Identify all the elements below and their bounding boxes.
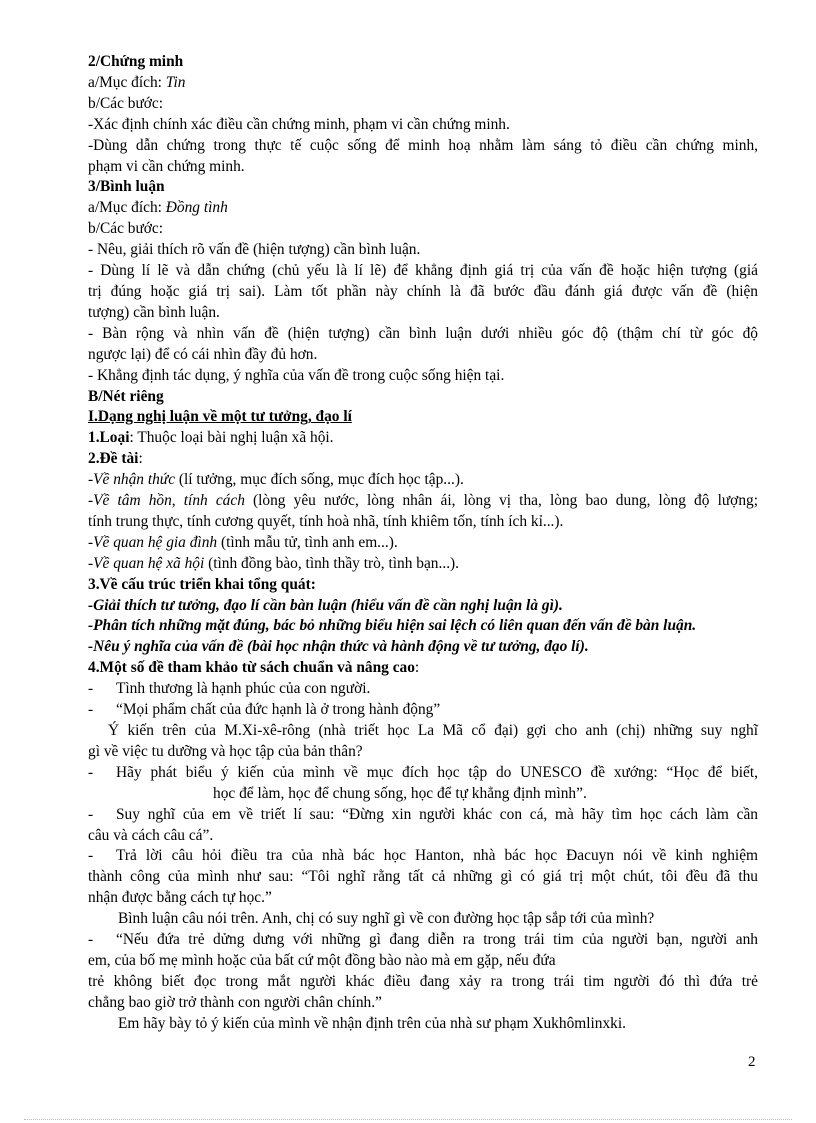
reference-followup: Ý kiến trên của M.Xi-xê-rông (nhà triết học La Mã cổ đại) gợi cho anh (chị) những suy nghĩ bbox=[108, 722, 758, 739]
step-text: tượng) cần bình luận. bbox=[88, 303, 220, 321]
reference-item: - Hãy phát biểu ý kiến của mình về mục đích học tập do UNESCO đề xướng: “Học để biết, bbox=[88, 763, 758, 781]
steps-label: b/Các bước: bbox=[88, 94, 164, 112]
reference-heading: 4.Một số đề tham khảo từ sách chuẩn và nâng cao: bbox=[88, 659, 420, 677]
section-heading-chung-minh: 2/Chứng minh bbox=[88, 53, 184, 70]
reference-followup: Em hãy bày tỏ ý kiến của mình về nhận định trên của nhà sư phạm Xukhômlinxki. bbox=[118, 1014, 627, 1032]
step-text: - Dùng lí lẽ và dẫn chứng (chủ yếu là lí lẽ) để khẳng định giá trị của vấn đề hoặc hiện tượng (giá bbox=[88, 262, 758, 280]
step-text: phạm vi cần chứng minh. bbox=[88, 157, 245, 175]
reference-item-cont: em, của bố mẹ mình hoặc của bất cứ một đồng bào nào mà em gặp, nếu đứa bbox=[88, 951, 556, 969]
step-text: - Bàn rộng và nhìn vấn đề (hiện tượng) cần bình luận dưới nhiều góc độ (thậm chí từ góc độ bbox=[88, 324, 758, 342]
reference-item: - Suy nghĩ của em về triết lí sau: “Đừng xin người khác con cá, mà hãy tìm học cách làm cần bbox=[88, 805, 758, 823]
section-heading-net-rieng: B/Nét riêng bbox=[88, 387, 164, 405]
reference-item-cont: thành công của mình như sau: “Tôi nghĩ rằng tất cả những gì có giá trị một chút, tôi đều đã thu bbox=[88, 868, 758, 886]
subsection-title: I.Dạng nghị luận về một tư tưởng, đạo lí bbox=[88, 408, 352, 426]
topic-item: -Về nhận thức (lí tưởng, mục đích sống, mục đích học tập...). bbox=[88, 471, 464, 489]
topic-item: -Về quan hệ xã hội (tình đồng bào, tình thầy trò, tình bạn...). bbox=[88, 554, 460, 572]
structure-item: -Phân tích những mặt đúng, bác bỏ những biểu hiện sai lệch có liên quan đến vấn đề bàn luận. bbox=[88, 617, 697, 635]
reference-item-cont: trẻ không biết đọc trong mắt người khác điều đang xảy ra trong trái tim người đó thì đứa trẻ bbox=[88, 972, 758, 990]
page-number: 2 bbox=[748, 1054, 756, 1070]
step-text: -Dùng dẫn chứng trong thực tế cuộc sống để minh hoạ nhằm làm sáng tỏ điều cần chứng minh, bbox=[88, 136, 758, 154]
reference-item: - Trả lời câu hỏi điều tra của nhà bác học Hanton, nhà bác học Đacuyn nói về kinh nghiệm bbox=[88, 847, 758, 865]
structure-item: -Giải thích tư tưởng, đạo lí cần bàn luận (hiểu vấn đề cần nghị luận là gì). bbox=[88, 596, 563, 614]
document-page bbox=[88, 52, 758, 1035]
step-text: - Khẳng định tác dụng, ý nghĩa của vấn đề trong cuộc sống hiện tại. bbox=[88, 366, 505, 384]
step-text: -Xác định chính xác điều cần chứng minh, phạm vi cần chứng minh. bbox=[88, 115, 510, 133]
step-text: trị đúng hoặc giá trị sai). Làm tốt phần này chính là đã bước đầu đánh giá được vấn đề (hiện bbox=[88, 282, 758, 300]
step-text: - Nêu, giải thích rõ vấn đề (hiện tượng) cần bình luận. bbox=[88, 241, 421, 259]
reference-item: - Tình thương là hạnh phúc của con người. bbox=[88, 680, 371, 698]
reference-item-cont: chẳng bao giờ trở thành con người chân chính.” bbox=[88, 993, 382, 1011]
topic-heading: 2.Đề tài: bbox=[88, 450, 143, 468]
reference-item-cont: nhận được bằng cách tự học.” bbox=[88, 889, 272, 907]
type-line: 1.Loại: Thuộc loại bài nghị luận xã hội. bbox=[88, 429, 334, 447]
structure-heading: 3.Về cấu trúc triển khai tổng quát: bbox=[88, 575, 316, 593]
page-bottom-divider bbox=[24, 1119, 792, 1120]
reference-item-cont: câu và cách câu cá”. bbox=[88, 826, 214, 844]
structure-item: -Nêu ý nghĩa của vấn đề (bài học nhận thức và hành động về tư tưởng, đạo lí). bbox=[88, 638, 589, 656]
reference-followup: gì về việc tu dưỡng và học tập của bản thân? bbox=[88, 742, 363, 760]
section-heading-binh-luan: 3/Bình luận bbox=[88, 178, 165, 196]
purpose-line: a/Mục đích: Tin bbox=[88, 73, 186, 91]
steps-label: b/Các bước: bbox=[88, 220, 164, 238]
reference-item-cont: học để làm, học để chung sống, học để tự khẳng định mình”. bbox=[213, 784, 587, 802]
topic-item-cont: tính trung thực, tính cương quyết, tính hoà nhã, tính khiêm tốn, tính ích kỉ...). bbox=[88, 512, 564, 530]
reference-item: - “Nếu đứa trẻ dửng dưng với những gì đang diễn ra trong trái tim của người bạn, người anh bbox=[88, 931, 758, 949]
topic-item: -Về tâm hồn, tính cách (lòng yêu nước, lòng nhân ái, lòng vị tha, lòng bao dung, lòng độ lượng; bbox=[88, 492, 758, 510]
topic-item: -Về quan hệ gia đình (tình mẫu tử, tình anh em...). bbox=[88, 533, 398, 551]
reference-item: - “Mọi phẩm chất của đức hạnh là ở trong hành động” bbox=[88, 701, 441, 719]
reference-followup: Bình luận câu nói trên. Anh, chị có suy nghĩ gì về con đường học tập sắp tới của mình? bbox=[118, 910, 655, 928]
step-text: ngược lại) để có cái nhìn đầy đủ hơn. bbox=[88, 345, 318, 363]
purpose-line: a/Mục đích: Đồng tình bbox=[88, 199, 228, 217]
